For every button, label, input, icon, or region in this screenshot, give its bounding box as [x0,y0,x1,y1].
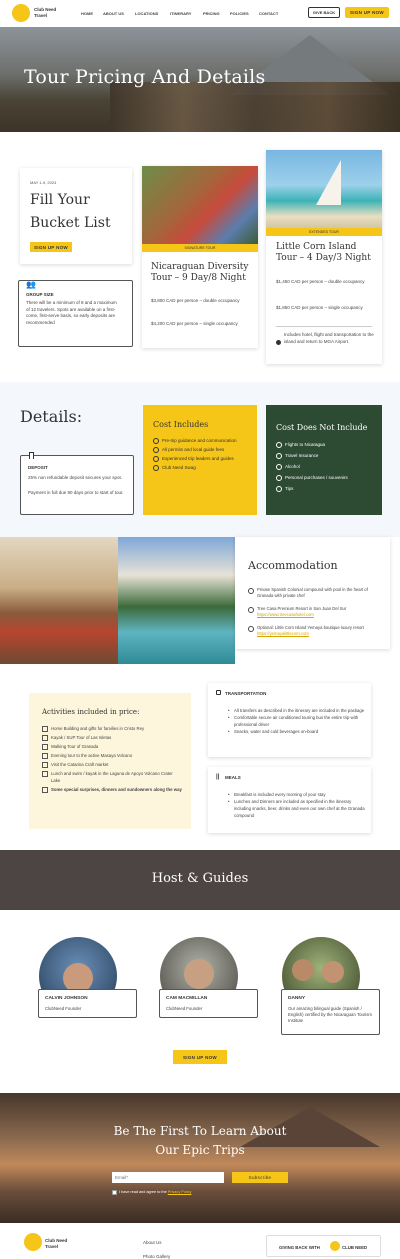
club-logo-icon [330,1241,340,1251]
bookmark-icon [29,452,34,459]
accommodation-photo-bedroom [0,537,118,664]
tour2-includes: Includes hotel, flight and transportation to the island and return to MGA Airport. [284,332,374,344]
list-item: • Comfortable secure air conditioned touring bus the entire trip with professional driver [228,714,366,728]
group-size-text: There will be a minimum of 8 and a maximum of 12 travelers. Spots are available on a first-come, first-serve basis, so early deposits are recommended [26,300,117,325]
list-item: Flights to Nicaragua [276,441,374,448]
tour1-title: Nicaraguan Diversity Tour – 9 Day/8 Night [151,262,249,283]
list-item: Visit the Catarina Craft market [42,761,182,768]
hero-title: Tour Pricing And Details [24,66,266,88]
transportation-card [208,683,371,757]
host-role: ClubNeed Founder [45,1006,82,1011]
cost-excludes-title: Cost Does Not Include [276,423,368,432]
list-item: Personal purchases / souvenirs [276,474,374,481]
accommodation-card [235,537,390,649]
activities-list [42,725,182,795]
tour1-price-double: $3,800 CAD per person – double occupancy [151,298,240,303]
tour2-title: Little Corn Island Tour – 4 Day/3 Night [276,242,371,263]
list-item: All permits and local guide fees [153,446,249,453]
host-card-calvin [38,989,137,1018]
avatar [292,959,314,981]
host-name: CAM MACMILLAN [166,996,208,1001]
deposit-card [20,455,134,515]
bucket-title-line2: Bucket List [30,215,111,231]
tour2-divider [276,326,372,327]
group-size-label: GROUP SIZE [26,292,54,297]
list-item: Private Spanish Colonial compound with pool in the heart of Granada with private chef [248,587,378,599]
tour-card-corn-island [266,150,382,364]
list-item: Experienced trip leaders and guides [153,455,249,462]
giving-back-label: GIVING BACK WITH [279,1245,320,1250]
avatar [322,961,344,983]
list-item: Evening tour to the active Masaya Volcano [42,752,182,759]
tour2-photo [266,150,382,228]
tour-dates: MAY 1-9, 2024 [30,180,57,185]
club-need-label: CLUB NEED [342,1245,368,1250]
host-card-danny [281,989,380,1035]
cost-includes-list [153,437,249,473]
accommodation-photo-pool [118,537,235,664]
list-item: Travel Insurance [276,452,374,459]
treecasa-link[interactable]: https://www.treecasahotel.com [257,612,314,617]
cost-includes-card [143,405,257,515]
host-role: ClubNeed Founder [166,1006,203,1011]
group-size-card [18,280,133,347]
footer-link-gallery[interactable]: Photo Gallery [143,1254,171,1259]
tour2-badge: EXTENDED TOUR [266,228,382,236]
footer-link-about[interactable]: About Us [143,1240,162,1245]
transportation-list [228,707,366,737]
site-header [0,0,400,27]
list-item: Walking Tour of Granada [42,743,182,750]
list-item: Lunch and swim / kayak in the Laguna de Apoyo Volcano Crater Lake [42,770,182,784]
host-name: CALVIN JOHNSON [45,996,88,1001]
list-item: Club Need Swag [153,464,249,471]
cost-excludes-card [266,405,382,515]
list-item: • All transfers as described in the itinerary are included in the package [228,707,366,714]
list-item: • Snacks, water and cold beverages on-board [228,728,366,735]
cost-includes-title: Cost Includes [153,420,209,429]
bucket-title-line1: Fill Your [30,192,90,208]
yemaya-link[interactable]: https://yemayalittlecorn.com [257,631,309,636]
group-icon: 👥 [26,280,36,289]
host-name: DANNY [288,996,306,1001]
nav-policies[interactable]: POLICIES [230,11,249,16]
nav-pricing[interactable]: PRICING [203,11,220,16]
nav-about[interactable]: ABOUT US [103,11,124,16]
subscribe-button[interactable]: Subscribe [232,1172,288,1183]
tour-card-nicaragua [142,166,258,348]
newsletter-title-line2: Our Epic Trips [155,1143,245,1157]
list-item: Optional: Little Corn Island Yemaya boutique luxury resort https://yemayalittlecorn.com [248,625,378,637]
consent-text: I have read and agree to the Privacy Policy [119,1190,192,1194]
details-section [0,382,400,537]
accommodation-title: Accommodation [248,559,338,572]
list-item: Alcohol [276,463,374,470]
meals-title: MEALS [225,775,241,780]
bus-icon [216,690,221,695]
hosts-title: Host & Guides [151,871,249,886]
newsletter-title-line1: Be The First To Learn About [113,1124,287,1138]
deposit-text-2: Payment in full due 90 days prior to start of tour. [28,490,124,495]
signup-header-button[interactable]: SIGN UP NOW [345,7,389,18]
utensils-icon: || [216,774,220,780]
activities-title: Activities included in price: [42,708,140,716]
cost-excludes-list [276,441,374,496]
host-card-cam [159,989,258,1018]
nav-locations[interactable]: LOCATIONS [135,11,159,16]
list-item: Home Building and gifts for families in Cristo Rey [42,725,182,732]
transportation-title: TRANSPORTATION [225,691,267,696]
list-item: Tips [276,485,374,492]
avatar [184,959,214,989]
nav-home[interactable]: HOME [81,11,93,16]
privacy-policy-link[interactable]: Privacy Policy [167,1190,192,1194]
consent-checkbox[interactable] [112,1190,117,1195]
deposit-text-1: 25% non refundable deposit secures your spot. [28,475,123,480]
giving-back-badge[interactable] [266,1235,381,1257]
footer-brand[interactable]: Club Need Travel [45,1238,68,1249]
hero-banner [0,27,400,132]
bucket-signup-button[interactable]: SIGN UP NOW [30,242,72,252]
list-item: Tree Casa Premium Resort in San Juan Del Sur https://www.treecasahotel.com [248,606,378,618]
nav-itinerary[interactable]: ITINERARY [170,11,192,16]
give-back-button[interactable]: GIVE BACK [308,7,340,18]
hosts-banner [0,850,400,910]
host-role: Our amazing bilingual guide (Spanish / English) certified by the Nicaraguan Tourism Institute [288,1006,372,1023]
hero-group-photo [110,82,400,132]
activities-card [29,693,191,829]
sailboat-icon [316,160,341,205]
email-field[interactable] [112,1172,224,1183]
list-item: Some special surprises, dinners and sundowners along the way [42,786,182,793]
nav-contact[interactable]: CONTACT [259,11,279,16]
list-item: Kayak / SUP Tour of Las Isletas [42,734,182,741]
site-footer [0,1223,400,1258]
tour1-price-single: $4,200 CAD per person – single occupancy [151,321,238,326]
list-item: • Breakfast is included every morning of your stay [228,791,366,798]
accommodation-list [248,587,378,639]
brand-name[interactable]: Club Need Travel [34,7,57,18]
newsletter-section [0,1093,400,1223]
deposit-label: DEPOSIT [28,465,48,470]
list-item: Pre-trip guidance and communication [153,437,249,444]
tour2-price-single: $1,850 CAD per person – single occupancy [276,305,363,310]
tour1-photo [142,166,258,244]
details-title: Details: [20,407,83,426]
footer-logo-icon[interactable] [24,1233,42,1251]
hosts-signup-button[interactable]: SIGN UP NOW [173,1050,227,1064]
bucket-list-card [20,168,132,264]
meals-card [208,767,371,833]
tour2-price-double: $1,450 CAD per person – double occupancy [276,279,365,284]
tour1-badge: SIGNATURE TOUR [142,244,258,252]
check-icon [276,340,281,345]
logo-icon[interactable] [12,4,30,22]
meals-list [228,791,366,821]
list-item: • Lunches and Dinners are included as specified in the itinerary including snacks, beer, drinks and even our own chef at the Granada compound [228,798,366,819]
